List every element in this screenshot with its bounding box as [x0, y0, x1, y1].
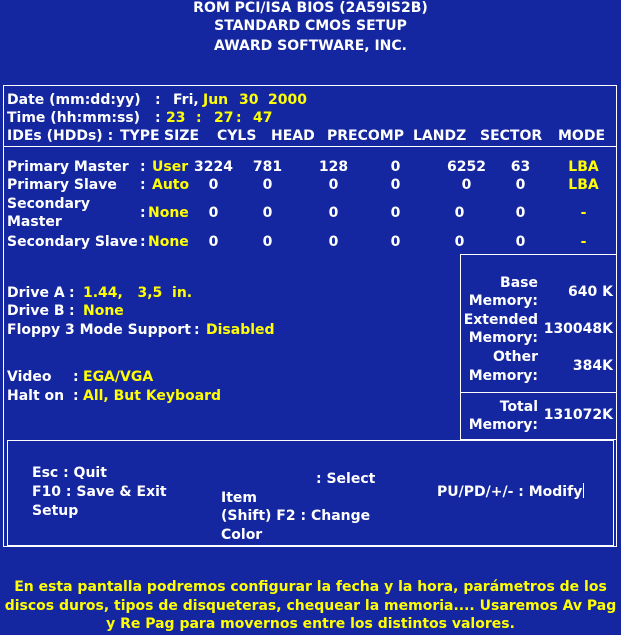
footer-line-1: En esta pantalla podremos configurar la fecha y la hora, parámetros de los	[14, 579, 607, 595]
ide-header-label: IDEs (HDDs) :	[7, 128, 114, 144]
halt-on-sep: :	[73, 388, 79, 404]
date-label: Date (mm:dd:yy)	[7, 92, 141, 108]
base-memory-label-1: Base	[500, 275, 538, 291]
row-sep: :	[140, 205, 146, 221]
video-label: Video	[7, 369, 52, 385]
drive-a-label: Drive A	[7, 285, 65, 301]
footer-line-2: discos duros, tipos de disqueteras, chequear la memoria.... Usaremos Av Pag	[4, 598, 617, 614]
text-cursor	[583, 483, 584, 498]
help-item: Item	[221, 490, 257, 506]
time-sep: :	[155, 110, 161, 126]
row-precomp: 0	[390, 205, 401, 221]
bios-title: ROM PCI/ISA BIOS (2A59IS2B)	[193, 0, 428, 16]
help-f10: F10 : Save & Exit	[32, 484, 167, 500]
col-type: TYPE	[120, 128, 160, 144]
row-cyls: 0	[262, 234, 273, 250]
col-precomp: PRECOMP	[327, 128, 404, 144]
help-shift-f2: (Shift) F2 : Change	[221, 508, 371, 524]
help-setup: Setup	[32, 503, 79, 519]
row-landz: 0	[454, 234, 465, 250]
col-size: SIZE	[164, 128, 200, 144]
help-modify-text: PU/PD/+/- : Modify	[437, 484, 583, 500]
row-landz: 0	[454, 205, 465, 221]
time-ss[interactable]: 47	[253, 110, 273, 126]
help-color: Color	[221, 527, 263, 543]
help-modify	[437, 483, 584, 501]
date-sep: :	[155, 92, 161, 108]
row-mode[interactable]: -	[580, 234, 587, 250]
help-select: : Select	[316, 471, 376, 487]
row-size: 0	[208, 234, 219, 250]
col-cyls: CYLS	[217, 128, 257, 144]
total-memory-label-2: Memory:	[468, 417, 538, 433]
row-sector: 63	[510, 159, 531, 175]
extended-memory-value: 130048K	[543, 321, 613, 337]
row-type[interactable]: None	[148, 205, 189, 221]
extended-memory-label-1: Extended	[463, 312, 538, 328]
base-memory-value: 640 K	[568, 284, 613, 300]
time-label: Time (hh:mm:ss)	[7, 110, 141, 126]
extended-memory-label-2: Memory:	[468, 330, 538, 346]
date-day: Fri,	[173, 92, 199, 108]
drive-a-sep: :	[69, 285, 75, 301]
row-precomp: 0	[390, 159, 401, 175]
row-head: 0	[328, 177, 339, 193]
row-cyls: 0	[262, 177, 273, 193]
row-mode[interactable]: LBA	[568, 177, 599, 193]
date-dd[interactable]: 30	[239, 92, 259, 108]
row-sector: 0	[515, 177, 526, 193]
row-type[interactable]: User	[152, 159, 189, 175]
floppy-mode-value[interactable]: Disabled	[206, 322, 275, 338]
row-sector: 0	[515, 234, 526, 250]
row-name-line2: Master	[7, 214, 62, 230]
row-type[interactable]: Auto	[152, 177, 190, 193]
row-sector: 0	[515, 205, 526, 221]
row-size: 0	[208, 205, 219, 221]
vendor-title: AWARD SOFTWARE, INC.	[214, 38, 407, 54]
row-name: Primary Slave	[7, 177, 117, 193]
row-type[interactable]: None	[148, 234, 189, 250]
row-sep: :	[140, 159, 146, 175]
setup-title: STANDARD CMOS SETUP	[214, 18, 407, 34]
row-name-line1: Secondary	[7, 196, 90, 212]
row-head: 0	[328, 234, 339, 250]
row-precomp: 0	[390, 234, 401, 250]
col-mode: MODE	[558, 128, 606, 144]
base-memory-label-2: Memory:	[468, 293, 538, 309]
row-head: 0	[328, 205, 339, 221]
memory-divider	[460, 392, 617, 393]
total-memory-value: 131072K	[543, 407, 613, 423]
row-mode[interactable]: LBA	[568, 159, 599, 175]
col-landz: LANDZ	[413, 128, 467, 144]
halt-on-value[interactable]: All, But Keyboard	[83, 388, 222, 404]
date-month[interactable]: Jun	[203, 92, 229, 108]
row-landz: 6252	[447, 159, 486, 175]
halt-on-label: Halt on	[7, 388, 65, 404]
time-hh[interactable]: 23	[166, 110, 186, 126]
time-colon-1: :	[196, 110, 202, 126]
floppy-mode-sep: :	[194, 322, 200, 338]
video-value[interactable]: EGA/VGA	[83, 369, 154, 385]
col-head: HEAD	[271, 128, 315, 144]
row-sep: :	[140, 177, 146, 193]
drive-a-value[interactable]: 1.44, 3,5 in.	[83, 285, 193, 301]
row-name: Secondary Slave	[7, 234, 138, 250]
date-yy[interactable]: 2000	[268, 92, 307, 108]
row-landz: 0	[461, 177, 472, 193]
row-sep: :	[140, 234, 146, 250]
row-size: 0	[208, 177, 219, 193]
drive-b-label: Drive B	[7, 303, 65, 319]
row-precomp: 0	[390, 177, 401, 193]
floppy-mode-label: Floppy 3 Mode Support	[7, 322, 191, 338]
drive-b-sep: :	[69, 303, 75, 319]
total-memory-label-1: Total	[499, 399, 538, 415]
video-sep: :	[73, 369, 79, 385]
row-cyls: 0	[262, 205, 273, 221]
row-name: Primary Master	[7, 159, 129, 175]
row-head: 128	[318, 159, 349, 175]
other-memory-label-1: Other	[493, 349, 538, 365]
row-cyls: 781	[252, 159, 283, 175]
col-sector: SECTOR	[480, 128, 543, 144]
time-colon-2: :	[236, 110, 242, 126]
drive-b-value[interactable]: None	[83, 303, 124, 319]
footer-line-3: y Re Pag para movernos entre los distintos valores.	[106, 616, 515, 632]
row-mode[interactable]: -	[580, 205, 587, 221]
help-esc: Esc : Quit	[32, 465, 107, 481]
time-mm[interactable]: 27	[214, 110, 234, 126]
other-memory-value: 384K	[572, 358, 613, 374]
other-memory-label-2: Memory:	[468, 368, 538, 384]
row-size: 3224	[194, 159, 233, 175]
